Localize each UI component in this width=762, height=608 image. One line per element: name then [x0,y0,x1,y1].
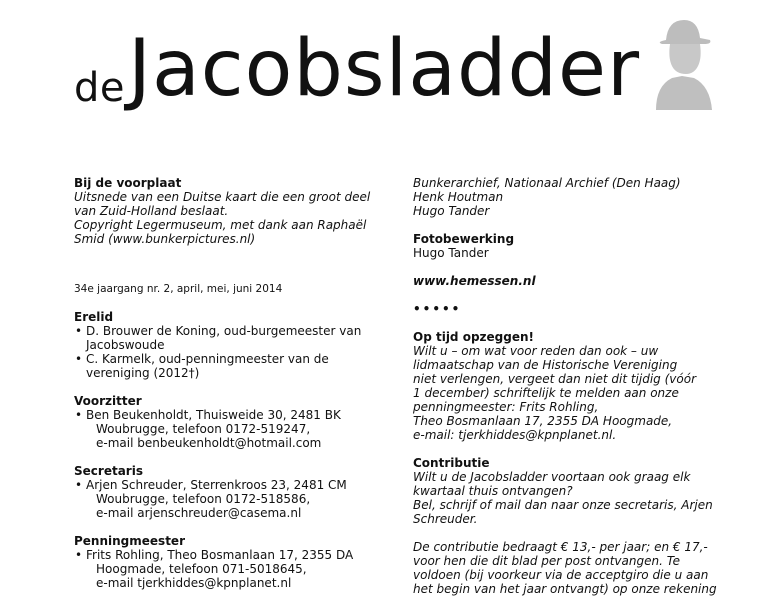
contributie-text-1 [413,470,723,526]
secretaris-line: Woubrugge, telefoon 0172-518586, [96,492,311,506]
masthead-prefix: de [74,65,125,111]
opzeggen-line: 1 december) schriftelijk te melden aan onze [413,386,679,400]
masthead [0,0,762,120]
right-column [413,176,723,596]
left-column [74,176,374,590]
erelid-line: vereniging (2012†) [86,366,200,380]
contributie-line: De contributie bedraagt € 13,- per jaar; en € 17,- [413,540,708,554]
erelid-heading: Erelid [74,310,114,324]
list-item [74,324,374,352]
source-line: Hugo Tander [413,204,490,218]
contributie-line: het begin van het jaar ontvangt) op onze rekening [413,582,717,596]
sources-block [413,176,723,218]
cover-line: Uitsnede van een Duitse kaart die een groot deel [74,190,371,204]
voorzitter-heading: Voorzitter [74,394,142,408]
erelid-line: • D. Brouwer de Koning, oud-burgemeester van [86,324,362,338]
voorzitter-line: • Ben Beukenholdt, Thuisweide 30, 2481 BK [86,408,341,422]
list-item [74,548,374,590]
contributie-line: Bel, schrijf of mail dan naar onze secretaris, Arjen [413,498,713,512]
contributie-line: voor hen die dit blad per post ontvangen. Te [413,554,680,568]
website-link[interactable]: www.hemessen.nl [413,274,536,288]
separator-dots: ••••• [413,302,462,316]
list-item [74,408,374,450]
erelid-list [74,324,374,380]
contributie-line: kwartaal thuis ontvangen? [413,484,573,498]
cover-line: Copyright Legermuseum, met dank aan Raphaël [74,218,367,232]
erelid-line: Jacobswoude [86,338,165,352]
penningmeester-line: • Frits Rohling, Theo Bosmanlaan 17, 2355 DA [86,548,354,562]
voorzitter-email: e-mail benbeukenholdt@hotmail.com [96,436,322,450]
source-line: Henk Houtman [413,190,504,204]
contributie-line: voldoen (bij voorkeur via de acceptgiro die u aan [413,568,709,582]
issue-info: 34e jaargang nr. 2, april, mei, juni 2014 [74,283,283,295]
secretaris-line: • Arjen Schreuder, Sterrenkroos 23, 2481 CM [86,478,347,492]
penningmeester-list [74,548,374,590]
opzeggen-line: lidmaatschap van de Historische Vereniging [413,358,678,372]
foto-name: Hugo Tander [413,246,489,260]
opzeggen-line: Theo Bosmanlaan 17, 2355 DA Hoogmade, [413,414,673,428]
penningmeester-line: Hoogmade, telefoon 071-5018645, [96,562,307,576]
source-line: Bunkerarchief, Nationaal Archief (Den Haag) [413,176,681,190]
hat-man-silhouette-icon [648,14,718,110]
penningmeester-heading: Penningmeester [74,534,185,548]
opzeggen-line: Wilt u – om wat voor reden dan ook – uw [413,344,659,358]
contributie-line: Schreuder. [413,512,478,526]
opzeggen-heading: Op tijd opzeggen! [413,330,534,344]
opzeggen-text [413,344,723,442]
opzeggen-line: niet verlengen, vergeet dan niet dit tijdig (vóór [413,372,696,386]
erelid-line: • C. Karmelk, oud-penningmeester van de [86,352,329,366]
contributie-heading: Contributie [413,456,490,470]
cover-line: van Zuid-Holland beslaat. [74,204,229,218]
foto-heading: Fotobewerking [413,232,515,246]
contributie-line: Wilt u de Jacobsladder voortaan ook graag elk [413,470,691,484]
voorzitter-list [74,408,374,450]
contributie-text-2 [413,540,723,596]
masthead-title: Jacobsladder [128,24,641,114]
secretaris-email: e-mail arjenschreuder@casema.nl [96,506,302,520]
voorzitter-line: Woubrugge, telefoon 0172-519247, [96,422,311,436]
cover-caption [74,190,374,246]
opzeggen-line: penningmeester: Frits Rohling, [413,400,599,414]
list-item [74,478,374,520]
secretaris-list [74,478,374,520]
list-item [74,352,374,380]
cover-heading: Bij de voorplaat [74,176,182,190]
penningmeester-email: e-mail tjerkhiddes@kpnplanet.nl [96,576,292,590]
secretaris-heading: Secretaris [74,464,143,478]
cover-line: Smid (www.bunkerpictures.nl) [74,232,256,246]
opzeggen-line: e-mail: tjerkhiddes@kpnplanet.nl. [413,428,617,442]
